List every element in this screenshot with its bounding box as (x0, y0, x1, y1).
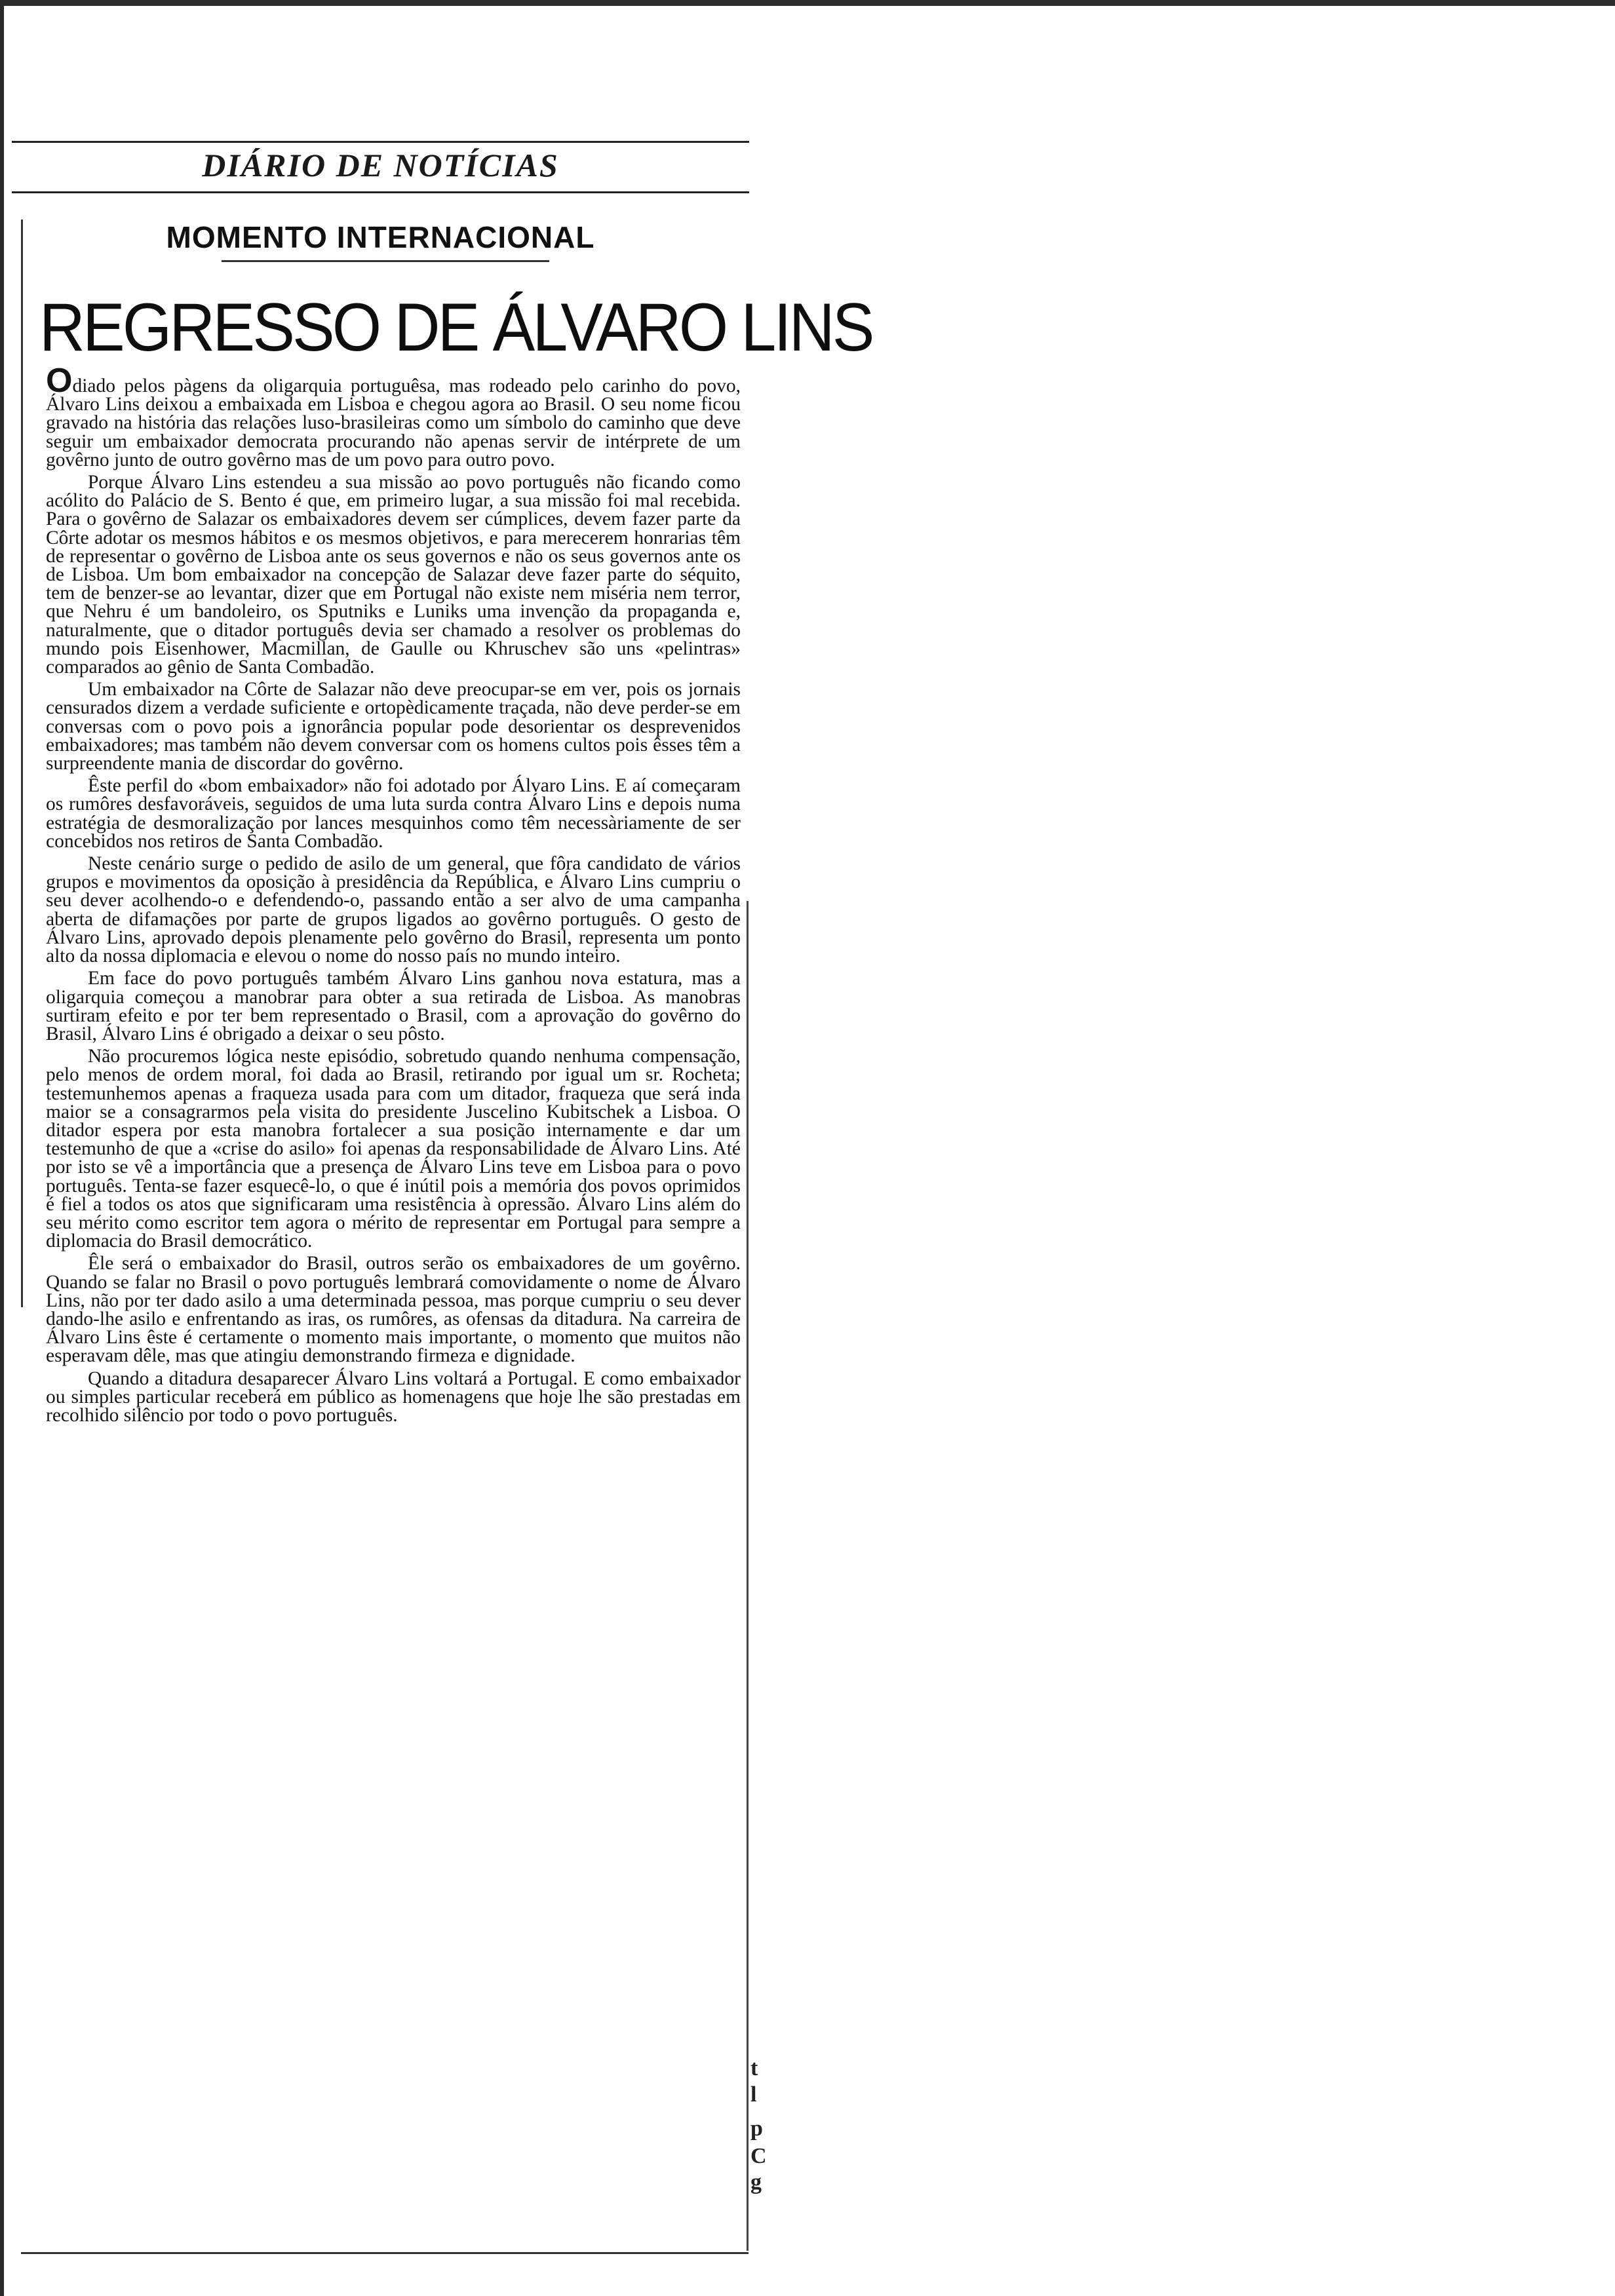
margin-fragment: g (750, 2170, 762, 2194)
header-rule-bottom (12, 191, 749, 193)
article-paragraph: Êle será o embaixador do Brasil, outros serão os embaixadores de um govêrno. Quando se falar no Brasil o povo português lembrará comovidamente o nome de Álvaro Lins, não por ter dado asilo a uma determinada pessoa, mas porque cumpriu o seu dever dando-lhe asilo e enfrentando as iras, os rumôres, as ofensas da ditadura. Na carreira de Álvaro Lins êste é certamente o momento mais importante, o momento que muitos não esperavam dêle, mas que atingiu demonstrando firmeza e dignidade. (46, 1253, 741, 1367)
newspaper-clipping (12, 134, 872, 2257)
header-rule-top (12, 141, 749, 143)
page-left-border (0, 0, 4, 2296)
margin-fragment: l (750, 2082, 757, 2107)
article-paragraph: Êste perfil do «bom embaixador» não foi adotado por Álvaro Lins. E aí começaram os rumôres desfavoráveis, seguidos de uma luta surda contra Álvaro Lins e depois numa estratégia de desmoralização por lances mesquinhos como têm necessàriamente de ser concebidos nos retiros de Santa Combadão. (46, 775, 741, 852)
drop-cap: O (46, 362, 73, 400)
article-paragraph: Quando a ditadura desaparecer Álvaro Lins voltará a Portugal. E como embaixador ou simples particular receberá em público as homenagens que hoje lhe são prestadas em recolhido silêncio por todo o povo português. (46, 1368, 741, 1426)
article-paragraph: Em face do povo português também Álvaro Lins ganhou nova estatura, mas a oligarquia começou a manobrar para obter a sua retirada de Lisboa. As manobras surtiram efeito e por ter bem representado o Brasil, com a aprovação do govêrno do Brasil, Álvaro Lins é obrigado a deixar o seu pôsto. (46, 968, 741, 1044)
section-underline (222, 260, 549, 262)
section-title: MOMENTO INTERNACIONAL (166, 220, 595, 254)
column-rule-left (21, 220, 23, 1307)
margin-fragment: t (750, 2056, 758, 2080)
article-paragraph: Porque Álvaro Lins estendeu a sua missão ao povo português não ficando como acólito do Palácio de S. Bento é que, em primeiro lugar, a sua missão foi mal recebida. Para o govêrno de Salazar os embaixadores devem ser cúmplices, devem fazer parte da Côrte adotar os mesmos hábitos e os mesmos objetivos, e para merecerem honrarias têm de representar o govêrno de Lisboa ante os seus governos e não os seus governos ante os de Lisboa. Um bom embaixador na concepção de Salazar deve fazer parte do séquito, tem de benzer-se ao levantar, dizer que em Portugal não existe nem miséria nem terror, que Nehru é um bandoleiro, os Sputniks e Luniks uma invenção da propaganda e, naturalmente, que o ditador português devia ser chamado a resolver os problemas do mundo pois Eisenhower, Macmillan, de Gaulle ou Khruschev são uns «pelintras» comparados ao gênio de Santa Combadão. (46, 472, 741, 678)
page-top-border (0, 0, 1615, 6)
article-body (46, 362, 741, 1428)
article-paragraph: Não procuremos lógica neste episódio, sobretudo quando nenhuma compensação, pelo menos de ordem moral, foi dada ao Brasil, retirando por igual um sr. Rocheta; testemunhemos apenas a fraqueza usada para com um ditador, fraqueza que será inda maior se a consagrarmos pela visita do presidente Juscelino Kubitschek a Lisboa. O ditador espera por esta manobra fortalecer a sua posição internamente e dar um testemunho de que a «crise do asilo» foi apenas da responsabilidade de Álvaro Lins. Até por isto se vê a importância que a presença de Álvaro Lins teve em Lisboa para o povo português. Tenta-se fazer esquecê-lo, o que é inútil pois a memória dos povos oprimidos é fiel a todos os atos que significaram uma resistência à opressão. Álvaro Lins além do seu mérito como escritor tem agora o mérito de representar em Portugal para sempre a diplomacia do Brasil democrático. (46, 1046, 741, 1252)
margin-fragment: C (750, 2144, 767, 2168)
article-paragraph: Um embaixador na Côrte de Salazar não deve preocupar-se em ver, pois os jornais censurados dizem a verdade suficiente e ortopèdicamente traçada, não deve perder-se em conversas com o povo pois a ignorância popular pode desorientar os desprevenidos embaixadores; mas também não devem conversar com os homens cultos pois êsses têm a surpreendente mania de discordar do govêrno. (46, 679, 741, 775)
masthead: DIÁRIO DE NOTÍCIAS (202, 147, 559, 183)
margin-fragment: p (750, 2116, 763, 2141)
bottom-rule (21, 2252, 749, 2254)
article-paragraph (46, 362, 741, 470)
article-paragraph: Neste cenário surge o pedido de asilo de um general, que fôra candidato de vários grupos e movimentos da oposição à presidência da República, e Álvaro Lins cumpriu o seu dever acolhendo-o e defendendo-o, passando então a ser alvo de uma campanha aberta de difamações por parte de grupos ligados ao govêrno português. O gesto de Álvaro Lins, aprovado depois plenamente pelo govêrno do Brasil, representa um ponto alto da nossa diplomacia e elevou o nome do nosso país no mundo inteiro. (46, 853, 741, 967)
column-rule-right (747, 901, 749, 2251)
article-headline: REGRESSO DE ÁLVARO LINS (39, 290, 872, 366)
paragraph-text: diado pelos pàgens da oligarquia portuguêsa, mas rodeado pelo carinho do povo, Álvaro Lins deixou a embaixada em Lisboa e chegou agora ao Brasil. O seu nome ficou gravado na história das relações luso-brasileiras como um símbolo do caminho que deve seguir um embaixador democrata procurando não apenas servir de intérprete de um govêrno junto de outro govêrno mas de um povo para outro povo. (46, 375, 741, 470)
